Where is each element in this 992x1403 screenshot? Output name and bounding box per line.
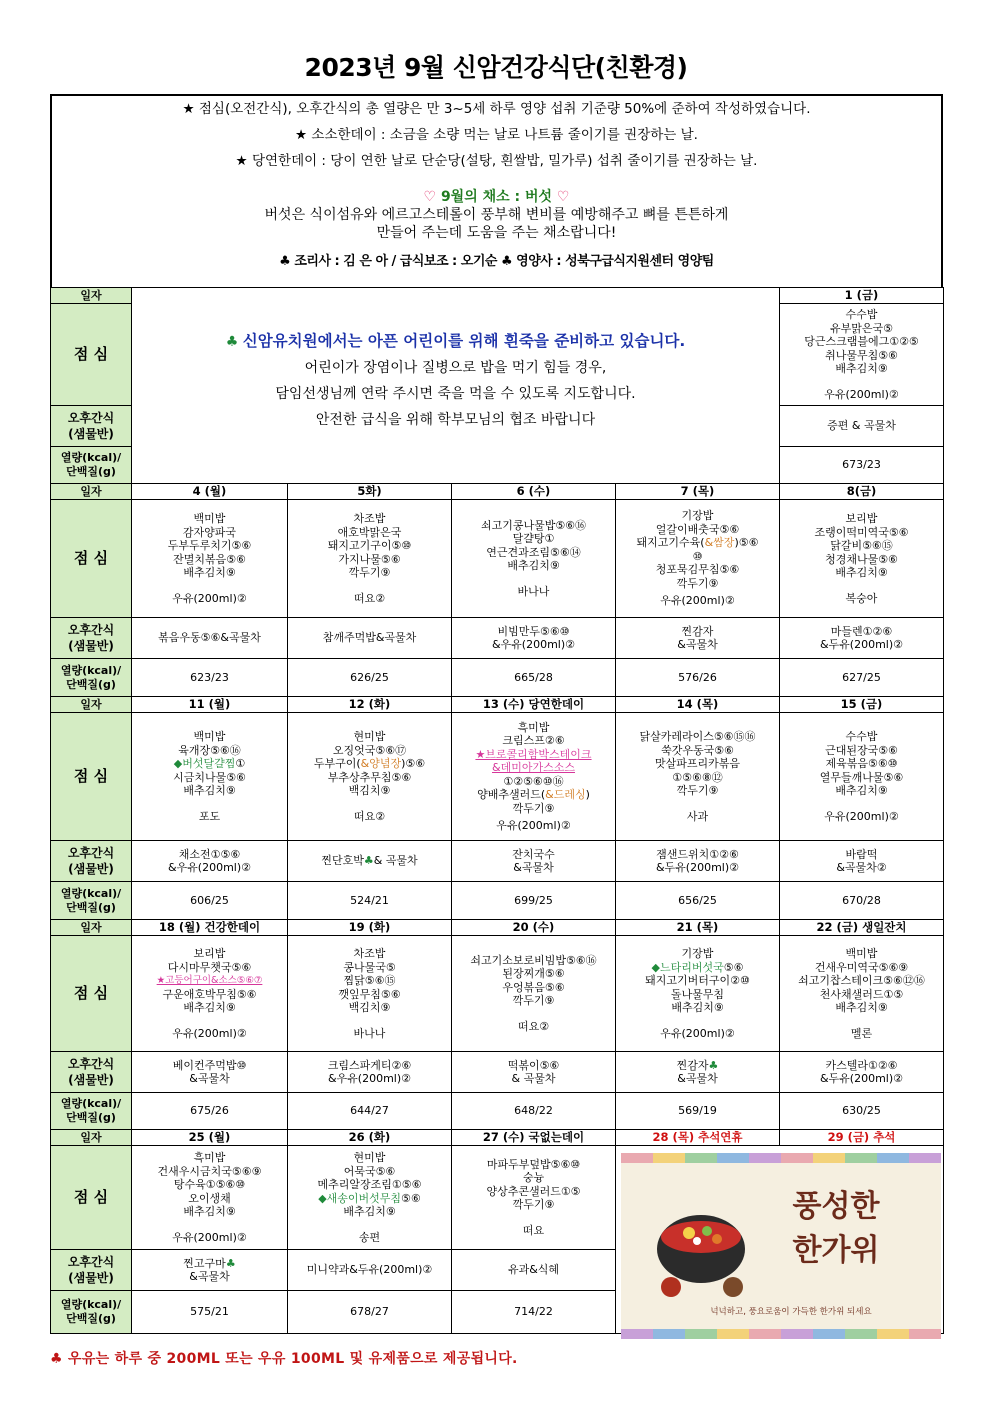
heart-icon: ♡	[423, 189, 437, 205]
day-header: 20 (수)	[452, 920, 616, 936]
day-header: 18 (월) 건강한데이	[132, 920, 288, 936]
lunch-cell: 흑미밥 크림스프②⑥ ★브로콜리함박스테이크 &데미아가스소스 ①②⑤⑥⑩⑯ 양배추샐러드(&드레싱) 깍두기⑨ 우유(200ml)②	[452, 713, 616, 841]
monthly-vegetable	[52, 186, 941, 206]
snack-cell: 채소전①⑤⑥ &우유(200ml)②	[132, 841, 288, 882]
chuseok-greeting-image	[621, 1153, 941, 1339]
day-header: 21 (목)	[616, 920, 780, 936]
heart-icon: ♡	[556, 189, 570, 205]
lunch-cell: 기장밥 얼갈이배춧국⑤⑥ 돼지고기수육(&쌈장)⑤⑥ ⑩ 청포묵김무침⑤⑥ 깍두기⑨ 우유(200ml)②	[616, 500, 780, 618]
snack-label: 오후간식 (샘물반)	[51, 406, 132, 447]
decor-stripe	[621, 1153, 941, 1163]
lunch-label: 점 심	[51, 304, 132, 406]
clover-icon: ♣	[708, 1058, 719, 1072]
date-label: 일자	[51, 697, 132, 713]
day-header: 6 (수)	[452, 484, 616, 500]
day-header: 25 (월)	[132, 1130, 288, 1146]
lunch-cell: 백미밥 육개장⑤⑥⑯ ◆버섯달걀찜① 시금치나물⑤⑥ 배추김치⑨ 포도	[132, 713, 288, 841]
lunch-cell: 보리밥 조랭이떡미역국⑤⑥ 닭갈비⑤⑥⑮ 청경채나물⑤⑥ 배추김치⑨ 복숭아	[780, 500, 944, 618]
kcal-label: 열량(kcal)/ 단백질(g)	[51, 1291, 132, 1334]
lunch-label: 점 심	[51, 1146, 132, 1250]
day-header: 4 (월)	[132, 484, 288, 500]
day-header-holiday: 28 (목) 추석연휴	[616, 1130, 780, 1146]
kcal-cell: 606/25	[132, 882, 288, 920]
notice-line: ★ 당연한데이 : 당이 연한 날로 단순당(설탕, 흰쌀밥, 밀가루) 섭취 줄이기를 권장하는 날.	[235, 153, 758, 169]
snack-cell: 볶음우동⑤⑥&곡물차	[132, 618, 288, 659]
hangawi-subtitle: 넉넉하고, 풍요로움이 가득한 한가위 되세요	[710, 1307, 872, 1317]
lunch-cell: 기장밥 ◆느타리버섯국⑤⑥ 돼지고기버터구이②⑩ 돌나물무침 배추김치⑨ 우유(200ml)②	[616, 936, 780, 1052]
kcal-cell: 630/25	[780, 1093, 944, 1130]
kcal-cell: 656/25	[616, 882, 780, 920]
lunch-label: 점 심	[51, 500, 132, 618]
snack-cell: 잼샌드위치①②⑥ &두유(200ml)②	[616, 841, 780, 882]
snack-cell: 떡볶이⑤⑥ & 곡물차	[452, 1052, 616, 1093]
notice-line: ★ 소소한데이 : 소금을 소량 먹는 날로 나트륨 줄이기를 권장하는 날.	[295, 127, 698, 143]
snack-label: 오후간식 (샘물반)	[51, 1052, 132, 1093]
day-header: 8(금)	[780, 484, 944, 500]
day-header: 27 (수) 국없는데이	[452, 1130, 616, 1146]
snack-cell: 참깨주먹밥&곡물차	[288, 618, 452, 659]
lunch-cell: 수수밥 유부맑은국⑤ 당근스크램블에그①②⑤ 취나물무침⑤⑥ 배추김치⑨ 우유(200ml)②	[780, 304, 944, 406]
lunch-cell: 마파두부덮밥⑤⑥⑩ 숭늉 양상추콘샐러드①⑤ 깍두기⑨ 떠요	[452, 1146, 616, 1250]
lunch-cell: 보리밥 다시마무챗국⑤⑥ ★고등어구이&소스⑤⑥⑦ 구운애호박무침⑤⑥ 배추김치⑨ 우유(200ml)②	[132, 936, 288, 1052]
date-label: 일자	[51, 484, 132, 500]
kcal-cell: 626/25	[288, 659, 452, 697]
kcal-cell: 644/27	[288, 1093, 452, 1130]
snack-cell: 마들렌①②⑥ &두유(200ml)②	[780, 618, 944, 659]
milk-footnote: ♣ 우유는 하루 중 200ML 또는 우유 100ML 및 유제품으로 제공됩니다.	[50, 1351, 518, 1367]
page-title: 2023년 9월 신암건강식단(친환경)	[304, 53, 688, 82]
notice-box	[50, 94, 943, 288]
porridge-announcement: ♣ 신암유치원에서는 아픈 어린이를 위해 흰죽을 준비하고 있습니다. 어린이가 장염이나 질병으로 밥을 먹기 힘들 경우, 담임선생님께 연락 주시면 죽을 먹을 수 있도록 지도합니다. 안전한 급식을 위해 학부모님의 협조 바랍니다	[132, 288, 780, 484]
lunch-cell: 차조밥 애호박맑은국 돼지고기구이⑤⑩ 가지나물⑤⑥ 깍두기⑨ 떠요②	[288, 500, 452, 618]
kcal-cell: 627/25	[780, 659, 944, 697]
snack-cell: 카스텔라①②⑥ &두유(200ml)②	[780, 1052, 944, 1093]
lunch-cell: 현미밥 어묵국⑤⑥ 메추리알장조림①⑤⑥ ◆새송이버섯무침⑤⑥ 배추김치⑨ 송편	[288, 1146, 452, 1250]
day-header: 15 (금)	[780, 697, 944, 713]
snack-cell: 찐고구마♣ &곡물차	[132, 1250, 288, 1291]
snack-cell: 비빔만두⑤⑥⑩ &우유(200ml)②	[452, 618, 616, 659]
veg-description: 버섯은 식이섬유와 에르고스테롤이 풍부해 변비를 예방해주고 뼈를 튼튼하게 만들어 주는데 도움을 주는 채소랍니다!	[264, 207, 729, 241]
day-header: 1 (금)	[780, 288, 944, 304]
lunch-cell: 차조밥 콩나물국⑤ 찜닭⑤⑥⑮ 깻잎무침⑤⑥ 백김치⑨ 바나나	[288, 936, 452, 1052]
kcal-label: 열량(kcal)/ 단백질(g)	[51, 659, 132, 697]
kcal-cell: 670/28	[780, 882, 944, 920]
bibimbap-icon	[641, 1183, 761, 1303]
kcal-cell: 569/19	[616, 1093, 780, 1130]
kcal-cell: 675/26	[132, 1093, 288, 1130]
lunch-label: 점 심	[51, 936, 132, 1052]
lunch-cell: 쇠고기콩나물밥⑤⑥⑯ 달걀탕① 연근견과조림⑤⑥⑭ 배추김치⑨ 바나나	[452, 500, 616, 618]
snack-cell: 잔치국수 &곡물차	[452, 841, 616, 882]
kcal-cell: 524/21	[288, 882, 452, 920]
decor-stripe	[621, 1329, 941, 1339]
snack-cell: 유과&식혜	[452, 1250, 616, 1291]
kcal-cell: 648/22	[452, 1093, 616, 1130]
lunch-cell: 수수밥 근대된장국⑤⑥ 제육볶음⑤⑥⑩ 열무들깨나물⑤⑥ 배추김치⑨ 우유(200ml)②	[780, 713, 944, 841]
date-label: 일자	[51, 920, 132, 936]
kcal-cell: 576/26	[616, 659, 780, 697]
date-label: 일자	[51, 288, 132, 304]
kcal-cell: 699/25	[452, 882, 616, 920]
snack-label: 오후간식 (샘물반)	[51, 841, 132, 882]
snack-cell: 찐감자 &곡물차	[616, 618, 780, 659]
day-header-holiday: 29 (금) 추석	[780, 1130, 944, 1146]
kcal-cell: 678/27	[288, 1291, 452, 1334]
lunch-label: 점 심	[51, 713, 132, 841]
day-header: 5화)	[288, 484, 452, 500]
kcal-label: 열량(kcal)/ 단백질(g)	[51, 1093, 132, 1130]
kcal-label: 열량(kcal)/ 단백질(g)	[51, 882, 132, 920]
day-header: 26 (화)	[288, 1130, 452, 1146]
kcal-cell: 665/28	[452, 659, 616, 697]
day-header: 14 (목)	[616, 697, 780, 713]
day-header: 19 (화)	[288, 920, 452, 936]
kcal-cell: 714/22	[452, 1291, 616, 1334]
clover-icon: ♣	[363, 854, 374, 868]
lunch-cell: 현미밥 오징엇국⑤⑥⑰ 두부구이(&양념장)⑤⑥ 부추상추무침⑤⑥ 백김치⑨ 떠요②	[288, 713, 452, 841]
day-header: 13 (수) 당연한데이	[452, 697, 616, 713]
club-icon: ♣	[225, 334, 239, 350]
notice-line: ★ 점심(오전간식), 오후간식의 총 열량은 만 3~5세 하루 영양 섭취 기준량 50%에 준하여 작성하였습니다.	[182, 101, 811, 117]
date-label: 일자	[51, 1130, 132, 1146]
day-header: 7 (목)	[616, 484, 780, 500]
snack-cell: 찐단호박♣& 곡물차	[288, 841, 452, 882]
kcal-cell: 623/23	[132, 659, 288, 697]
snack-cell: 바람떡 &곡물차②	[780, 841, 944, 882]
snack-cell: 미니약과&두유(200ml)②	[288, 1250, 452, 1291]
veg-title: 9월의 채소 : 버섯	[440, 189, 553, 205]
hangawi-title: 풍성한 한가위	[792, 1189, 880, 1268]
lunch-cell: 흑미밥 건새우시금치국⑤⑥⑨ 탕수육①⑤⑥⑩ 오이생채 배추김치⑨ 우유(200ml)②	[132, 1146, 288, 1250]
lunch-cell: 백미밥 건새우미역국⑤⑥⑨ 쇠고기찹스테이크⑤⑥⑫⑯ 천사채샐러드①⑤ 배추김치⑨ 멜론	[780, 936, 944, 1052]
snack-label: 오후간식 (샘물반)	[51, 618, 132, 659]
lunch-cell: 백미밥 감자양파국 두부두루치기⑤⑥ 잔멸치볶음⑤⑥ 배추김치⑨ 우유(200ml)②	[132, 500, 288, 618]
snack-cell: 찐감자♣ &곡물차	[616, 1052, 780, 1093]
staff-credits: ♣ 조리사 : 김 은 아 / 급식보조 : 오기순 ♣ 영양사 : 성북구급식지원센터 영양팀	[279, 254, 714, 269]
kcal-cell: 575/21	[132, 1291, 288, 1334]
day-header: 11 (월)	[132, 697, 288, 713]
snack-label: 오후간식 (샘물반)	[51, 1250, 132, 1291]
day-header: 22 (금) 생일잔치	[780, 920, 944, 936]
snack-cell: 베이컨주먹밥⑩ &곡물차	[132, 1052, 288, 1093]
snack-cell: 크림스파게티②⑥ &우유(200ml)②	[288, 1052, 452, 1093]
kcal-label: 열량(kcal)/ 단백질(g)	[51, 447, 132, 484]
kcal-cell: 673/23	[780, 447, 944, 484]
lunch-cell: 쇠고기소보로비빔밥⑤⑥⑯ 된장찌개⑤⑥ 우엉볶음⑤⑥ 깍두기⑨ 떠요②	[452, 936, 616, 1052]
snack-cell: 증편 & 곡물차	[780, 406, 944, 447]
clover-icon: ♣	[225, 1256, 236, 1270]
day-header: 12 (화)	[288, 697, 452, 713]
lunch-cell: 닭살카레라이스⑤⑥⑮⑯ 쑥갓우동국⑤⑥ 맛살파프리카볶음 ①⑤⑥⑧⑫ 깍두기⑨ 사과	[616, 713, 780, 841]
